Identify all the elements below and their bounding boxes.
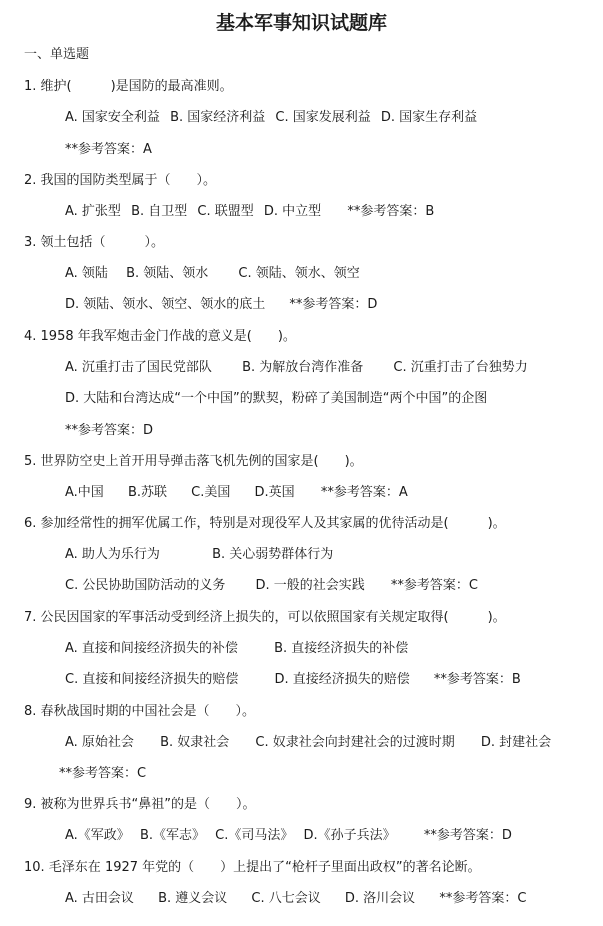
question-9-answer: **参考答案：D xyxy=(423,828,512,843)
option-c: C.《司马法》 xyxy=(215,828,294,843)
option-a: A. 原始社会 xyxy=(65,735,134,750)
question-1-stem: 1. 维护( )是国防的最高准则。 xyxy=(24,79,233,94)
option-c: C. 沉重打击了台独势力 xyxy=(393,360,528,375)
question-6-options-row2 xyxy=(0,575,603,597)
option-b: B.苏联 xyxy=(127,485,168,500)
question-1-answer: **参考答案：A xyxy=(65,142,152,157)
option-c: C. 国家发展利益 xyxy=(275,110,371,125)
question-6-stem: 6. 参加经常性的拥军优属工作，特别是对现役军人及其家属的优待活动是( )。 xyxy=(24,516,506,531)
option-b: B. 奴隶社会 xyxy=(160,735,230,750)
question-10-stem: 10. 毛泽东在 1927 年党的（ ）上提出了“枪杆子里面出政权”的著名论断。 xyxy=(24,860,481,875)
question-8-options xyxy=(0,732,603,754)
question-10-options xyxy=(0,888,603,910)
option-a: A. 国家安全利益 xyxy=(65,110,160,125)
question-4-answer: **参考答案：D xyxy=(65,423,154,438)
option-a: A. 古田会议 xyxy=(65,891,134,906)
question-7-answer: **参考答案：B xyxy=(433,672,521,687)
question-2-stem: 2. 我国的国防类型属于（ ）。 xyxy=(24,173,217,188)
option-b: B. 关心弱势群体行为 xyxy=(212,547,334,562)
option-d: D. 领陆、领水、领空、领水的底土 xyxy=(65,297,266,312)
question-10-answer: **参考答案：C xyxy=(439,891,527,906)
option-c: C. 联盟型 xyxy=(197,204,254,219)
option-c: C. 八七会议 xyxy=(251,891,321,906)
question-7-stem: 7. 公民因国家的军事活动受到经济上损失的，可以依照国家有关规定取得( )。 xyxy=(24,610,506,625)
option-c: C.美国 xyxy=(191,485,231,500)
question-9-stem: 9. 被称为世界兵书“鼻祖”的是（ ）。 xyxy=(24,797,256,812)
question-8-answer: **参考答案：C xyxy=(59,766,147,781)
option-a: A. 直接和间接经济损失的补偿 xyxy=(65,641,238,656)
question-4-options-row1 xyxy=(0,357,603,379)
option-b: B. 直接经济损失的补偿 xyxy=(274,641,409,656)
section-heading: 一、单选题 xyxy=(24,47,90,62)
option-c: C. 直接和间接经济损失的赔偿 xyxy=(65,672,239,687)
option-d: D. 大陆和台湾达成“一个中国”的默契，粉碎了美国制造“两个中国”的企图 xyxy=(65,391,488,406)
question-3-answer: **参考答案：D xyxy=(289,297,378,312)
question-4-stem: 4. 1958 年我军炮击金门作战的意义是( )。 xyxy=(24,329,296,344)
option-d: D. 中立型 xyxy=(263,204,322,219)
option-d: D. 国家生存利益 xyxy=(380,110,478,125)
question-6-answer: **参考答案：C xyxy=(390,578,478,593)
option-a: A. 沉重打击了国民党部队 xyxy=(65,360,212,375)
question-5-options xyxy=(0,482,603,504)
question-1-options xyxy=(0,107,603,129)
question-8-stem: 8. 春秋战国时期的中国社会是（ ）。 xyxy=(24,704,256,719)
option-c: C. 领陆、领水、领空 xyxy=(238,266,360,281)
option-d: D. 封建社会 xyxy=(480,735,552,750)
option-a: A. 领陆 xyxy=(65,266,108,281)
option-b: B. 领陆、领水 xyxy=(126,266,209,281)
option-b: B.《军志》 xyxy=(139,828,206,843)
option-d: D. 一般的社会实践 xyxy=(255,578,365,593)
document-title: 基本军事知识试题库 xyxy=(215,12,387,34)
question-3-options-row2 xyxy=(0,294,603,316)
question-3-options-row1 xyxy=(0,263,603,285)
option-b: B. 为解放台湾作准备 xyxy=(242,360,364,375)
question-3-stem: 3. 领土包括（ ）。 xyxy=(24,235,165,250)
option-c: C. 公民协助国防活动的义务 xyxy=(65,578,226,593)
option-d: D.英国 xyxy=(254,485,295,500)
question-2-options xyxy=(0,201,603,223)
option-d: D. 洛川会议 xyxy=(344,891,416,906)
question-5-answer: **参考答案：A xyxy=(320,485,408,500)
option-d: D.《孙子兵法》 xyxy=(303,828,396,843)
option-b: B. 自卫型 xyxy=(131,204,188,219)
option-a: A. 助人为乐行为 xyxy=(65,547,160,562)
option-d: D. 直接经济损失的赔偿 xyxy=(274,672,410,687)
question-5-stem: 5. 世界防空史上首开用导弹击落飞机先例的国家是( )。 xyxy=(24,454,363,469)
option-a: A.中国 xyxy=(65,485,104,500)
question-9-options xyxy=(0,825,603,847)
question-7-options-row2 xyxy=(0,669,603,691)
option-a: A. 扩张型 xyxy=(65,204,121,219)
option-c: C. 奴隶社会向封建社会的过渡时期 xyxy=(255,735,455,750)
option-b: B. 遵义会议 xyxy=(158,891,228,906)
option-a: A.《军政》 xyxy=(65,828,130,843)
option-b: B. 国家经济利益 xyxy=(170,110,266,125)
question-6-options-row1 xyxy=(0,544,603,566)
question-7-options-row1 xyxy=(0,638,603,660)
question-4-options-row2 xyxy=(0,388,603,410)
question-2-answer: **参考答案：B xyxy=(347,204,435,219)
